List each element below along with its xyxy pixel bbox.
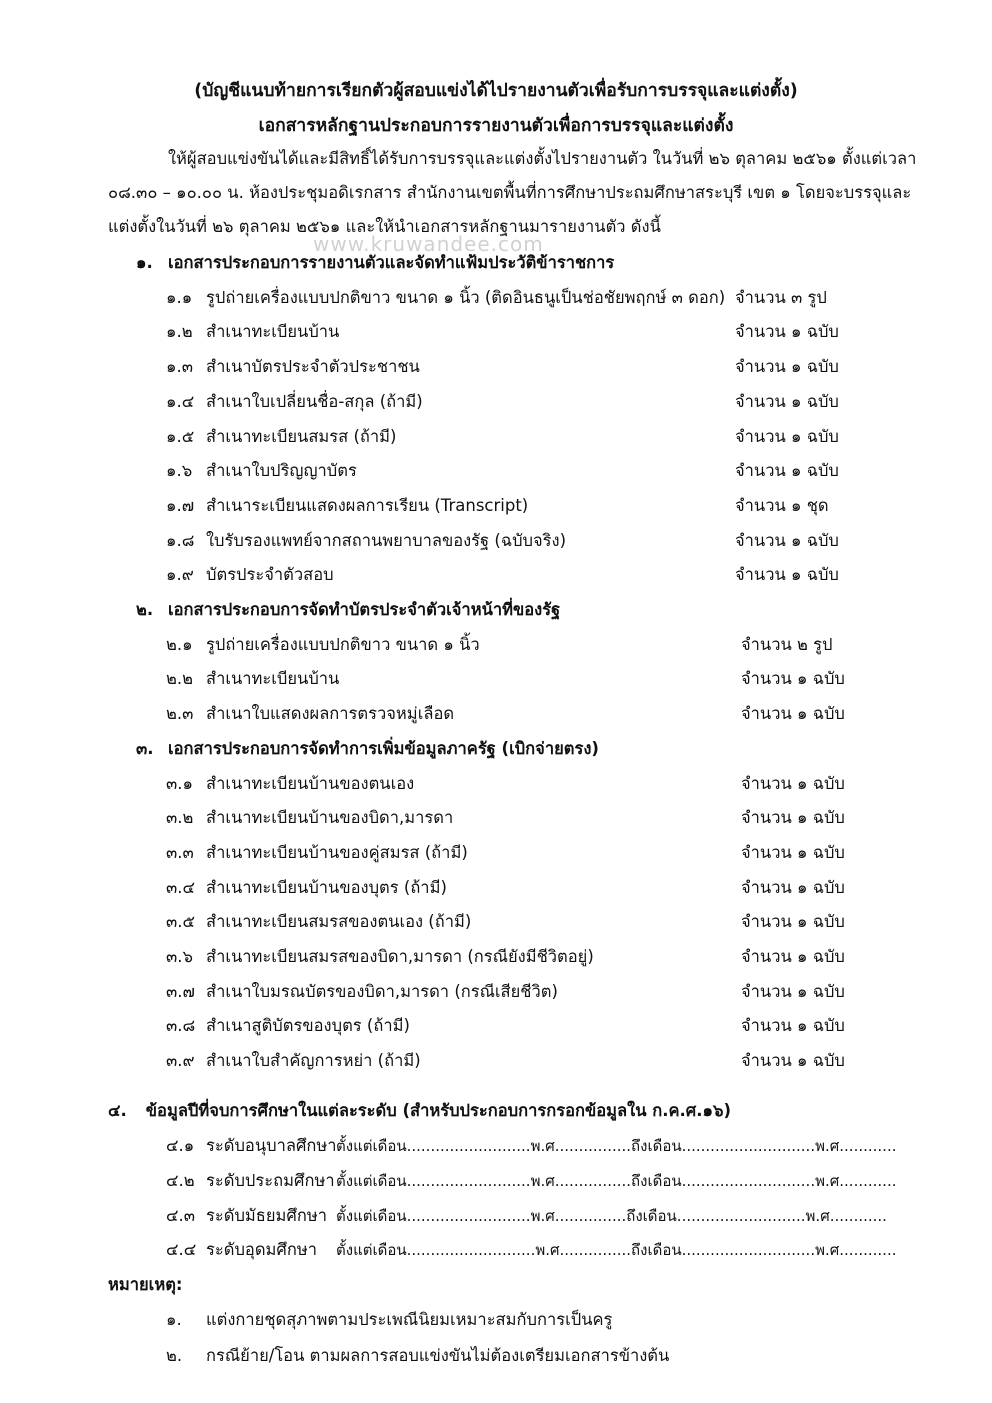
- item-quantity: จำนวน ๑ ฉบับ: [741, 773, 845, 793]
- education-number: ๔.๒: [166, 1170, 195, 1190]
- item-text: ใบรับรองแพทย์จากสถานพยาบาลของรัฐ (ฉบับจริง): [206, 530, 567, 550]
- section-number: ๑.: [136, 253, 153, 272]
- list-item: [166, 632, 480, 658]
- item-number: ๑.๔: [166, 391, 195, 411]
- item-text: สำเนาทะเบียนบ้านของบุตร (ถ้ามี): [206, 877, 447, 897]
- item-quantity: จำนวน ๑ ฉบับ: [741, 808, 845, 828]
- education-period-field: ตั้งแต่เดือน..........................พ.ศ...............ถึงเดือน...........................พ.ศ............: [336, 1206, 887, 1225]
- item-number: ๓.๘: [166, 1016, 196, 1036]
- section-number: ๓.: [136, 738, 154, 758]
- item-text: สำเนาทะเบียนสมรสของตนเอง (ถ้ามี): [206, 912, 472, 932]
- item-number: ๑.๓: [166, 357, 193, 377]
- section-title: ข้อมูลปีที่จบการศึกษาในแต่ละระดับ (สำหรับประกอบการกรอกข้อมูลใน ก.ค.ศ.๑๖): [145, 1101, 732, 1120]
- item-number: ๒.๓: [166, 704, 194, 724]
- item-quantity: จำนวน ๑ ฉบับ: [741, 912, 845, 932]
- intro-line-2: ๐๘.๓๐ – ๑๐.๐๐ น. ห้องประชุมอดิเรกสาร สำนักงานเขตพื้นที่การศึกษาประถมศึกษาสระบุรี เขต ๑ โดยจะบรรจุและ: [108, 183, 912, 202]
- item-quantity: จำนวน ๒ รูป: [741, 634, 833, 654]
- education-row: [166, 1237, 896, 1263]
- section-heading: [136, 250, 614, 276]
- item-number: ๓.๑: [166, 773, 193, 793]
- education-level: ระดับมัธยมศึกษา: [206, 1205, 328, 1225]
- item-text: สำเนาทะเบียนสมรสของบิดา,มารดา (กรณียังมีชีวิตอยู่): [206, 947, 594, 966]
- item-number: ๓.๖: [166, 947, 193, 966]
- intro-line-3: แต่งตั้งในวันที่ ๒๖ ตุลาคม ๒๕๖๑ และให้นำเอกสารหลักฐานมารายงานตัว ดังนี้: [108, 217, 661, 236]
- education-number: ๔.๓: [166, 1205, 196, 1225]
- item-text: สำเนาระเบียนแสดงผลการเรียน (Transcript): [206, 495, 529, 515]
- item-text: สำเนาใบเปลี่ยนชื่อ-สกุล (ถ้ามี): [206, 391, 423, 411]
- item-quantity: จำนวน ๑ ฉบับ: [741, 1016, 845, 1036]
- item-text: สำเนาทะเบียนสมรส (ถ้ามี): [206, 426, 397, 446]
- education-number: ๔.๔: [166, 1240, 197, 1260]
- document-heading: (บัญชีแนบท้ายการเรียกตัวผู้สอบแข่งได้ไปรายงานตัวเพื่อรับการบรรจุและแต่งตั้ง): [194, 81, 798, 101]
- section-title: เอกสารประกอบการรายงานตัวและจัดทำแฟ้มประวัติข้าราชการ: [168, 253, 615, 272]
- education-level: ระดับอุดมศึกษา: [206, 1240, 318, 1260]
- list-item: [166, 944, 594, 970]
- item-text: สำเนาทะเบียนบ้านของคู่สมรส (ถ้ามี): [206, 842, 468, 862]
- item-text: รูปถ่ายเครื่องแบบปกติขาว ขนาด ๑ นิ้ว (ติดอินธนูเป็นช่อชัยพฤกษ์ ๓ ดอก): [206, 287, 726, 307]
- list-item: [166, 979, 558, 1005]
- note-number: ๑.: [166, 1310, 182, 1329]
- item-number: ๓.๗: [166, 981, 195, 1001]
- item-quantity: จำนวน ๑ ฉบับ: [735, 565, 839, 585]
- item-text: สำเนาทะเบียนบ้านของตนเอง: [206, 773, 415, 793]
- note-text: กรณีย้าย/โอน ตามผลการสอบแข่งขันไม่ต้องเตรียมเอกสารข้างต้น: [206, 1346, 670, 1365]
- item-quantity: จำนวน ๑ ฉบับ: [741, 669, 845, 689]
- education-period-field: ตั้งแต่เดือน...........................พ.ศ...............ถึงเดือน............................พ.ศ............: [336, 1241, 897, 1260]
- item-number: ๑.๑: [166, 287, 193, 307]
- item-text: สำเนาใบสำคัญการหย่า (ถ้ามี): [206, 1051, 421, 1071]
- item-quantity: จำนวน ๑ ฉบับ: [735, 426, 839, 446]
- item-quantity: จำนวน ๑ ฉบับ: [735, 322, 839, 342]
- list-item: [166, 493, 528, 519]
- list-item: [166, 1013, 410, 1039]
- education-period-field: ตั้งแต่เดือน..........................พ.ศ................ถึงเดือน............................พ.ศ............: [336, 1137, 897, 1155]
- education-row: [166, 1203, 887, 1229]
- item-quantity: จำนวน ๑ ฉบับ: [735, 357, 839, 377]
- list-item: [166, 424, 396, 450]
- section-number: ๒.: [136, 600, 154, 619]
- item-text: บัตรประจำตัวสอบ: [206, 565, 334, 585]
- item-quantity: จำนวน ๑ ฉบับ: [741, 981, 845, 1001]
- item-text: สำเนาใบมรณบัตรของบิดา,มารดา (กรณีเสียชีวิต): [206, 981, 558, 1001]
- list-item: [166, 319, 339, 345]
- item-text: สำเนาใบปริญญาบัตร: [206, 461, 357, 481]
- list-item: [166, 909, 471, 935]
- education-number: ๔.๑: [166, 1136, 195, 1155]
- document-subheading: เอกสารหลักฐานประกอบการรายงานตัวเพื่อการบรรจุและแต่งตั้ง: [258, 116, 734, 136]
- note-text: แต่งกายชุดสุภาพตามประเพณีนิยมเหมาะสมกับการเป็นครู: [206, 1310, 613, 1329]
- list-item: [166, 528, 566, 554]
- item-number: ๓.๕: [166, 912, 196, 932]
- list-item: [166, 875, 447, 901]
- item-number: ๑.๗: [166, 495, 195, 515]
- item-quantity: จำนวน ๑ ชุด: [735, 495, 829, 515]
- list-item: [166, 285, 725, 311]
- list-item: [166, 840, 468, 866]
- item-quantity: จำนวน ๑ ฉบับ: [735, 461, 839, 481]
- note-number: ๒.: [166, 1346, 183, 1365]
- list-item: [166, 805, 453, 831]
- item-quantity: จำนวน ๑ ฉบับ: [741, 1051, 845, 1071]
- item-number: ๑.๘: [166, 530, 195, 550]
- note-item: [166, 1307, 612, 1333]
- item-quantity: จำนวน ๑ ฉบับ: [735, 530, 839, 550]
- item-text: สำเนาทะเบียนบ้านของบิดา,มารดา: [206, 808, 454, 828]
- note-item: [166, 1343, 669, 1369]
- education-period-field: ตั้งแต่เดือน..........................พ.ศ................ถึงเดือน............................พ.ศ............: [336, 1171, 897, 1190]
- item-number: ๑.๖: [166, 461, 193, 481]
- education-row: [166, 1133, 896, 1159]
- item-text: รูปถ่ายเครื่องแบบปกติขาว ขนาด ๑ นิ้ว: [206, 634, 480, 654]
- section-number: ๔.: [108, 1101, 127, 1120]
- section-heading: [136, 597, 560, 623]
- notes-heading: หมายเหตุ:: [108, 1275, 183, 1294]
- item-number: ๓.๙: [166, 1051, 195, 1071]
- item-text: สำเนาทะเบียนบ้าน: [206, 669, 340, 689]
- item-text: สำเนาบัตรประจำตัวประชาชน: [206, 357, 420, 377]
- list-item: [166, 458, 357, 484]
- intro-line-1: ให้ผู้สอบแข่งขันได้และมีสิทธิ์ได้รับการบรรจุและแต่งตั้งไปรายงานตัว ในวันที่ ๒๖ ตุลาคม ๒๕๖๑ ตั้งแต่เวลา: [168, 149, 917, 168]
- section-4-heading: [108, 1098, 731, 1124]
- item-number: ๑.๒: [166, 322, 193, 342]
- item-number: ๑.๙: [166, 565, 194, 585]
- education-row: [166, 1168, 896, 1194]
- list-item: [166, 666, 339, 692]
- list-item: [166, 771, 414, 797]
- item-quantity: จำนวน ๑ ฉบับ: [741, 947, 845, 966]
- item-quantity: จำนวน ๓ รูป: [735, 287, 827, 307]
- education-level: ระดับอนุบาลศึกษา: [206, 1136, 337, 1155]
- item-number: ๓.๒: [166, 808, 194, 828]
- item-text: สำเนาสูติบัตรของบุตร (ถ้ามี): [206, 1016, 410, 1036]
- item-number: ๓.๔: [166, 877, 196, 897]
- list-item: [166, 354, 420, 380]
- section-heading: [136, 736, 599, 762]
- item-number: ๒.๒: [166, 669, 193, 689]
- item-number: ๓.๓: [166, 842, 194, 862]
- item-quantity: จำนวน ๑ ฉบับ: [735, 391, 839, 411]
- section-title: เอกสารประกอบการจัดทำการเพิ่มข้อมูลภาครัฐ (เบิกจ่ายตรง): [168, 738, 599, 758]
- item-text: สำเนาทะเบียนบ้าน: [206, 322, 340, 342]
- item-number: ๒.๑: [166, 634, 193, 654]
- section-title: เอกสารประกอบการจัดทำบัตรประจำตัวเจ้าหน้าที่ของรัฐ: [168, 600, 561, 619]
- item-number: ๑.๕: [166, 426, 195, 446]
- list-item: [166, 701, 454, 727]
- item-text: สำเนาใบแสดงผลการตรวจหมู่เลือด: [206, 704, 455, 724]
- list-item: [166, 562, 334, 588]
- item-quantity: จำนวน ๑ ฉบับ: [741, 877, 845, 897]
- item-quantity: จำนวน ๑ ฉบับ: [741, 842, 845, 862]
- item-quantity: จำนวน ๑ ฉบับ: [741, 704, 845, 724]
- list-item: [166, 1048, 421, 1074]
- education-level: ระดับประถมศึกษา: [206, 1170, 335, 1190]
- watermark: www.kruwandee.com: [313, 232, 544, 256]
- list-item: [166, 389, 423, 415]
